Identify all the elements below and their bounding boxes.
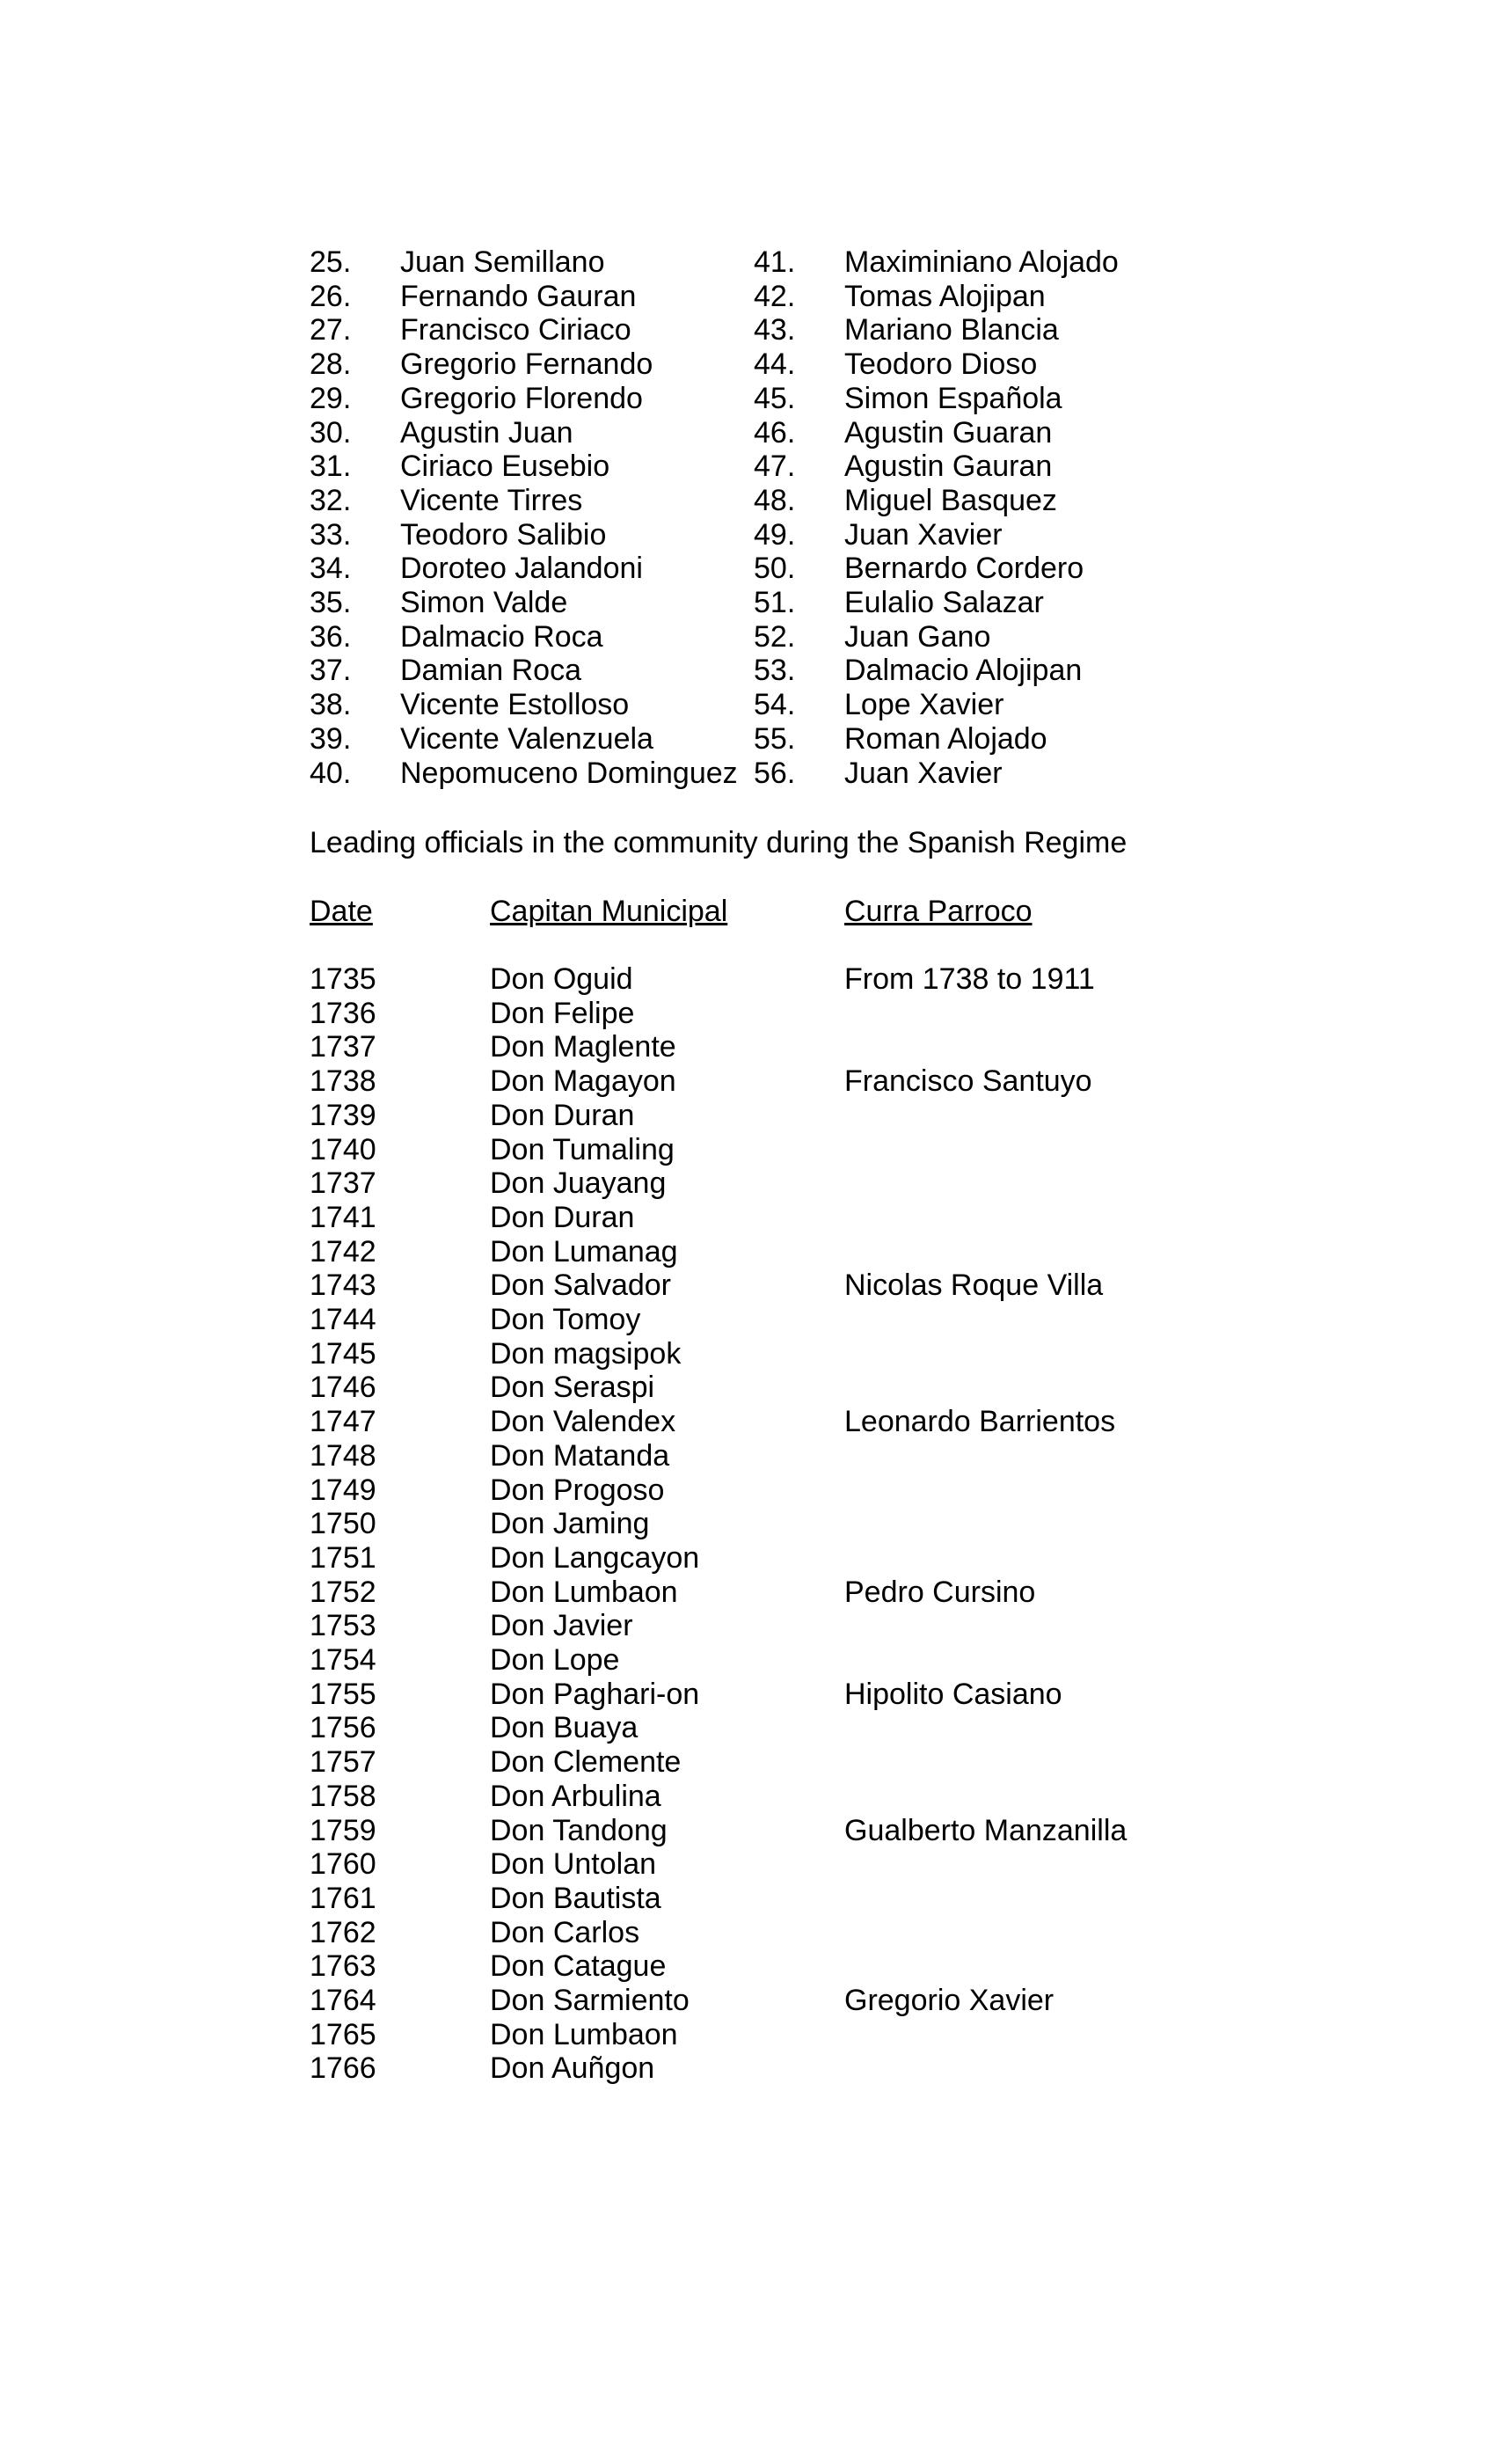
cell-capitan-municipal: Don Langcayon [490, 1540, 700, 1575]
cell-capitan-municipal: Don Paghari-on [490, 1677, 700, 1711]
list-item-name: Juan Gano [844, 619, 991, 654]
section-heading: Leading officials in the community during the Spanish Regime [310, 826, 1127, 859]
cell-capitan-municipal: Don Lope [490, 1643, 620, 1677]
list-item-number: 54. [754, 688, 796, 722]
list-item-name: Fernando Gauran [400, 279, 637, 313]
list-item-name: Ciriaco Eusebio [400, 450, 610, 484]
cell-capitan-municipal: Don Tomoy [490, 1303, 641, 1336]
cell-capitan-municipal: Don Magayon [490, 1064, 676, 1099]
cell-date: 1765 [310, 2017, 376, 2051]
cell-date: 1750 [310, 1507, 376, 1541]
list-item-number: 56. [754, 756, 796, 790]
list-item-name: Damian Roca [400, 654, 581, 688]
list-item-name: Vicente Valenzuela [400, 721, 653, 756]
cell-date: 1754 [310, 1643, 376, 1677]
list-item-name: Nepomuceno Dominguez [400, 756, 738, 790]
cell-capitan-municipal: Don Buaya [490, 1711, 639, 1745]
list-item-name: Eulalio Salazar [844, 586, 1044, 619]
list-item-name: Simon Valde [400, 586, 568, 619]
cell-capitan-municipal: Don Tumaling [490, 1132, 675, 1166]
cell-capitan-municipal: Don Clemente [490, 1745, 682, 1780]
cell-date: 1762 [310, 1915, 376, 1949]
list-item-number: 35. [310, 586, 352, 619]
list-item-name: Simon Española [844, 381, 1062, 415]
cell-capitan-municipal: Don Carlos [490, 1915, 640, 1949]
list-item-name: Mariano Blancia [844, 313, 1059, 347]
cell-capitan-municipal: Don Duran [490, 1200, 635, 1234]
cell-capitan-municipal: Don Progoso [490, 1473, 665, 1507]
list-item-number: 45. [754, 381, 796, 415]
cell-capitan-municipal: Don Lumanag [490, 1234, 678, 1269]
cell-capitan-municipal: Don Juayang [490, 1166, 667, 1201]
list-item-name: Juan Xavier [844, 756, 1003, 790]
list-item-number: 52. [754, 619, 796, 654]
list-item-number: 49. [754, 517, 796, 552]
list-item-name: Teodoro Salibio [400, 517, 607, 552]
list-item-name: Gregorio Florendo [400, 381, 643, 415]
cell-date: 1744 [310, 1303, 376, 1336]
list-item-number: 39. [310, 721, 352, 756]
cell-date: 1749 [310, 1473, 376, 1507]
list-item-name: Miguel Basquez [844, 483, 1057, 517]
list-item-number: 51. [754, 586, 796, 619]
list-item-number: 32. [310, 483, 352, 517]
cell-curra-parroco: From 1738 to 1911 [844, 962, 1095, 996]
cell-capitan-municipal: Don Tandong [490, 1813, 668, 1847]
list-item-name: Lope Xavier [844, 688, 1004, 722]
cell-date: 1752 [310, 1575, 376, 1609]
cell-date: 1751 [310, 1540, 376, 1575]
cell-capitan-municipal: Don Jaming [490, 1507, 650, 1541]
cell-date: 1740 [310, 1132, 376, 1166]
list-item-number: 55. [754, 721, 796, 756]
cell-date: 1738 [310, 1064, 376, 1099]
list-item-number: 42. [754, 279, 796, 313]
list-item-number: 46. [754, 415, 796, 450]
cell-date: 1737 [310, 1030, 376, 1064]
list-item-number: 26. [310, 279, 352, 313]
cell-date: 1735 [310, 962, 376, 996]
cell-date: 1763 [310, 1949, 376, 1984]
list-item-number: 36. [310, 619, 352, 654]
list-item-number: 37. [310, 654, 352, 688]
list-item-number: 31. [310, 450, 352, 484]
list-item-number: 44. [754, 347, 796, 382]
list-item-name: Juan Semillano [400, 245, 605, 279]
list-item-number: 43. [754, 313, 796, 347]
cell-date: 1759 [310, 1813, 376, 1847]
cell-capitan-municipal: Don Matanda [490, 1438, 670, 1473]
cell-capitan-municipal: Don Bautista [490, 1881, 661, 1915]
cell-date: 1743 [310, 1269, 376, 1303]
cell-date: 1747 [310, 1405, 376, 1439]
list-item-number: 47. [754, 450, 796, 484]
cell-date: 1755 [310, 1677, 376, 1711]
list-item-name: Tomas Alojipan [844, 279, 1046, 313]
list-item-number: 25. [310, 245, 352, 279]
list-item-name: Teodoro Dioso [844, 347, 1038, 382]
list-item-name: Agustin Gauran [844, 450, 1053, 484]
list-item-number: 33. [310, 517, 352, 552]
list-item-name: Agustin Juan [400, 415, 573, 450]
cell-capitan-municipal: Don Lumbaon [490, 1575, 678, 1609]
cell-date: 1757 [310, 1745, 376, 1780]
cell-capitan-municipal: Don Oguid [490, 962, 633, 996]
cell-date: 1736 [310, 996, 376, 1030]
cell-date: 1748 [310, 1438, 376, 1473]
cell-date: 1741 [310, 1200, 376, 1234]
cell-capitan-municipal: Don Sarmiento [490, 1984, 690, 2017]
list-item-number: 27. [310, 313, 352, 347]
cell-date: 1758 [310, 1779, 376, 1813]
header-date: Date [310, 895, 373, 928]
list-item-name: Juan Xavier [844, 517, 1003, 552]
list-item-name: Bernardo Cordero [844, 552, 1084, 586]
list-item-name: Gregorio Fernando [400, 347, 653, 382]
cell-capitan-municipal: Don Untolan [490, 1847, 657, 1882]
list-item-name: Roman Alojado [844, 721, 1047, 756]
list-item-number: 29. [310, 381, 352, 415]
list-item-name: Vicente Tirres [400, 483, 583, 517]
list-item-number: 53. [754, 654, 796, 688]
cell-date: 1764 [310, 1984, 376, 2017]
cell-date: 1760 [310, 1847, 376, 1882]
list-item-name: Agustin Guaran [844, 415, 1053, 450]
cell-capitan-municipal: Don Valendex [490, 1405, 676, 1439]
cell-date: 1756 [310, 1711, 376, 1745]
header-capitan-municipal: Capitan Municipal [490, 895, 728, 928]
cell-curra-parroco: Gualberto Manzanilla [844, 1813, 1127, 1847]
list-item-number: 41. [754, 245, 796, 279]
cell-capitan-municipal: Don Duran [490, 1098, 635, 1132]
list-item-name: Vicente Estolloso [400, 688, 630, 722]
list-item-number: 50. [754, 552, 796, 586]
list-item-number: 34. [310, 552, 352, 586]
cell-capitan-municipal: Don Arbulina [490, 1779, 661, 1813]
list-item-name: Dalmacio Alojipan [844, 654, 1083, 688]
list-item-number: 40. [310, 756, 352, 790]
cell-capitan-municipal: Don Javier [490, 1609, 633, 1643]
cell-capitan-municipal: Don magsipok [490, 1336, 682, 1371]
list-item-number: 30. [310, 415, 352, 450]
cell-curra-parroco: Leonardo Barrientos [844, 1405, 1116, 1439]
header-curra-parroco: Curra Parroco [844, 895, 1033, 928]
cell-capitan-municipal: Don Catague [490, 1949, 667, 1984]
cell-capitan-municipal: Don Auñgon [490, 2051, 655, 2086]
cell-capitan-municipal: Don Seraspi [490, 1371, 655, 1405]
cell-curra-parroco: Nicolas Roque Villa [844, 1269, 1104, 1303]
cell-date: 1742 [310, 1234, 376, 1269]
cell-curra-parroco: Gregorio Xavier [844, 1984, 1054, 2017]
cell-curra-parroco: Francisco Santuyo [844, 1064, 1092, 1099]
cell-curra-parroco: Pedro Cursino [844, 1575, 1036, 1609]
cell-capitan-municipal: Don Maglente [490, 1030, 676, 1064]
cell-date: 1766 [310, 2051, 376, 2086]
list-item-name: Francisco Ciriaco [400, 313, 631, 347]
cell-date: 1745 [310, 1336, 376, 1371]
list-item-number: 28. [310, 347, 352, 382]
cell-date: 1737 [310, 1166, 376, 1201]
list-item-name: Dalmacio Roca [400, 619, 603, 654]
cell-date: 1739 [310, 1098, 376, 1132]
cell-date: 1753 [310, 1609, 376, 1643]
cell-curra-parroco: Hipolito Casiano [844, 1677, 1062, 1711]
cell-capitan-municipal: Don Felipe [490, 996, 635, 1030]
list-item-number: 38. [310, 688, 352, 722]
list-item-name: Maximiniano Alojado [844, 245, 1119, 279]
list-item-number: 48. [754, 483, 796, 517]
list-item-name: Doroteo Jalandoni [400, 552, 643, 586]
cell-date: 1761 [310, 1881, 376, 1915]
cell-capitan-municipal: Don Salvador [490, 1269, 672, 1303]
cell-capitan-municipal: Don Lumbaon [490, 2017, 678, 2051]
cell-date: 1746 [310, 1371, 376, 1405]
